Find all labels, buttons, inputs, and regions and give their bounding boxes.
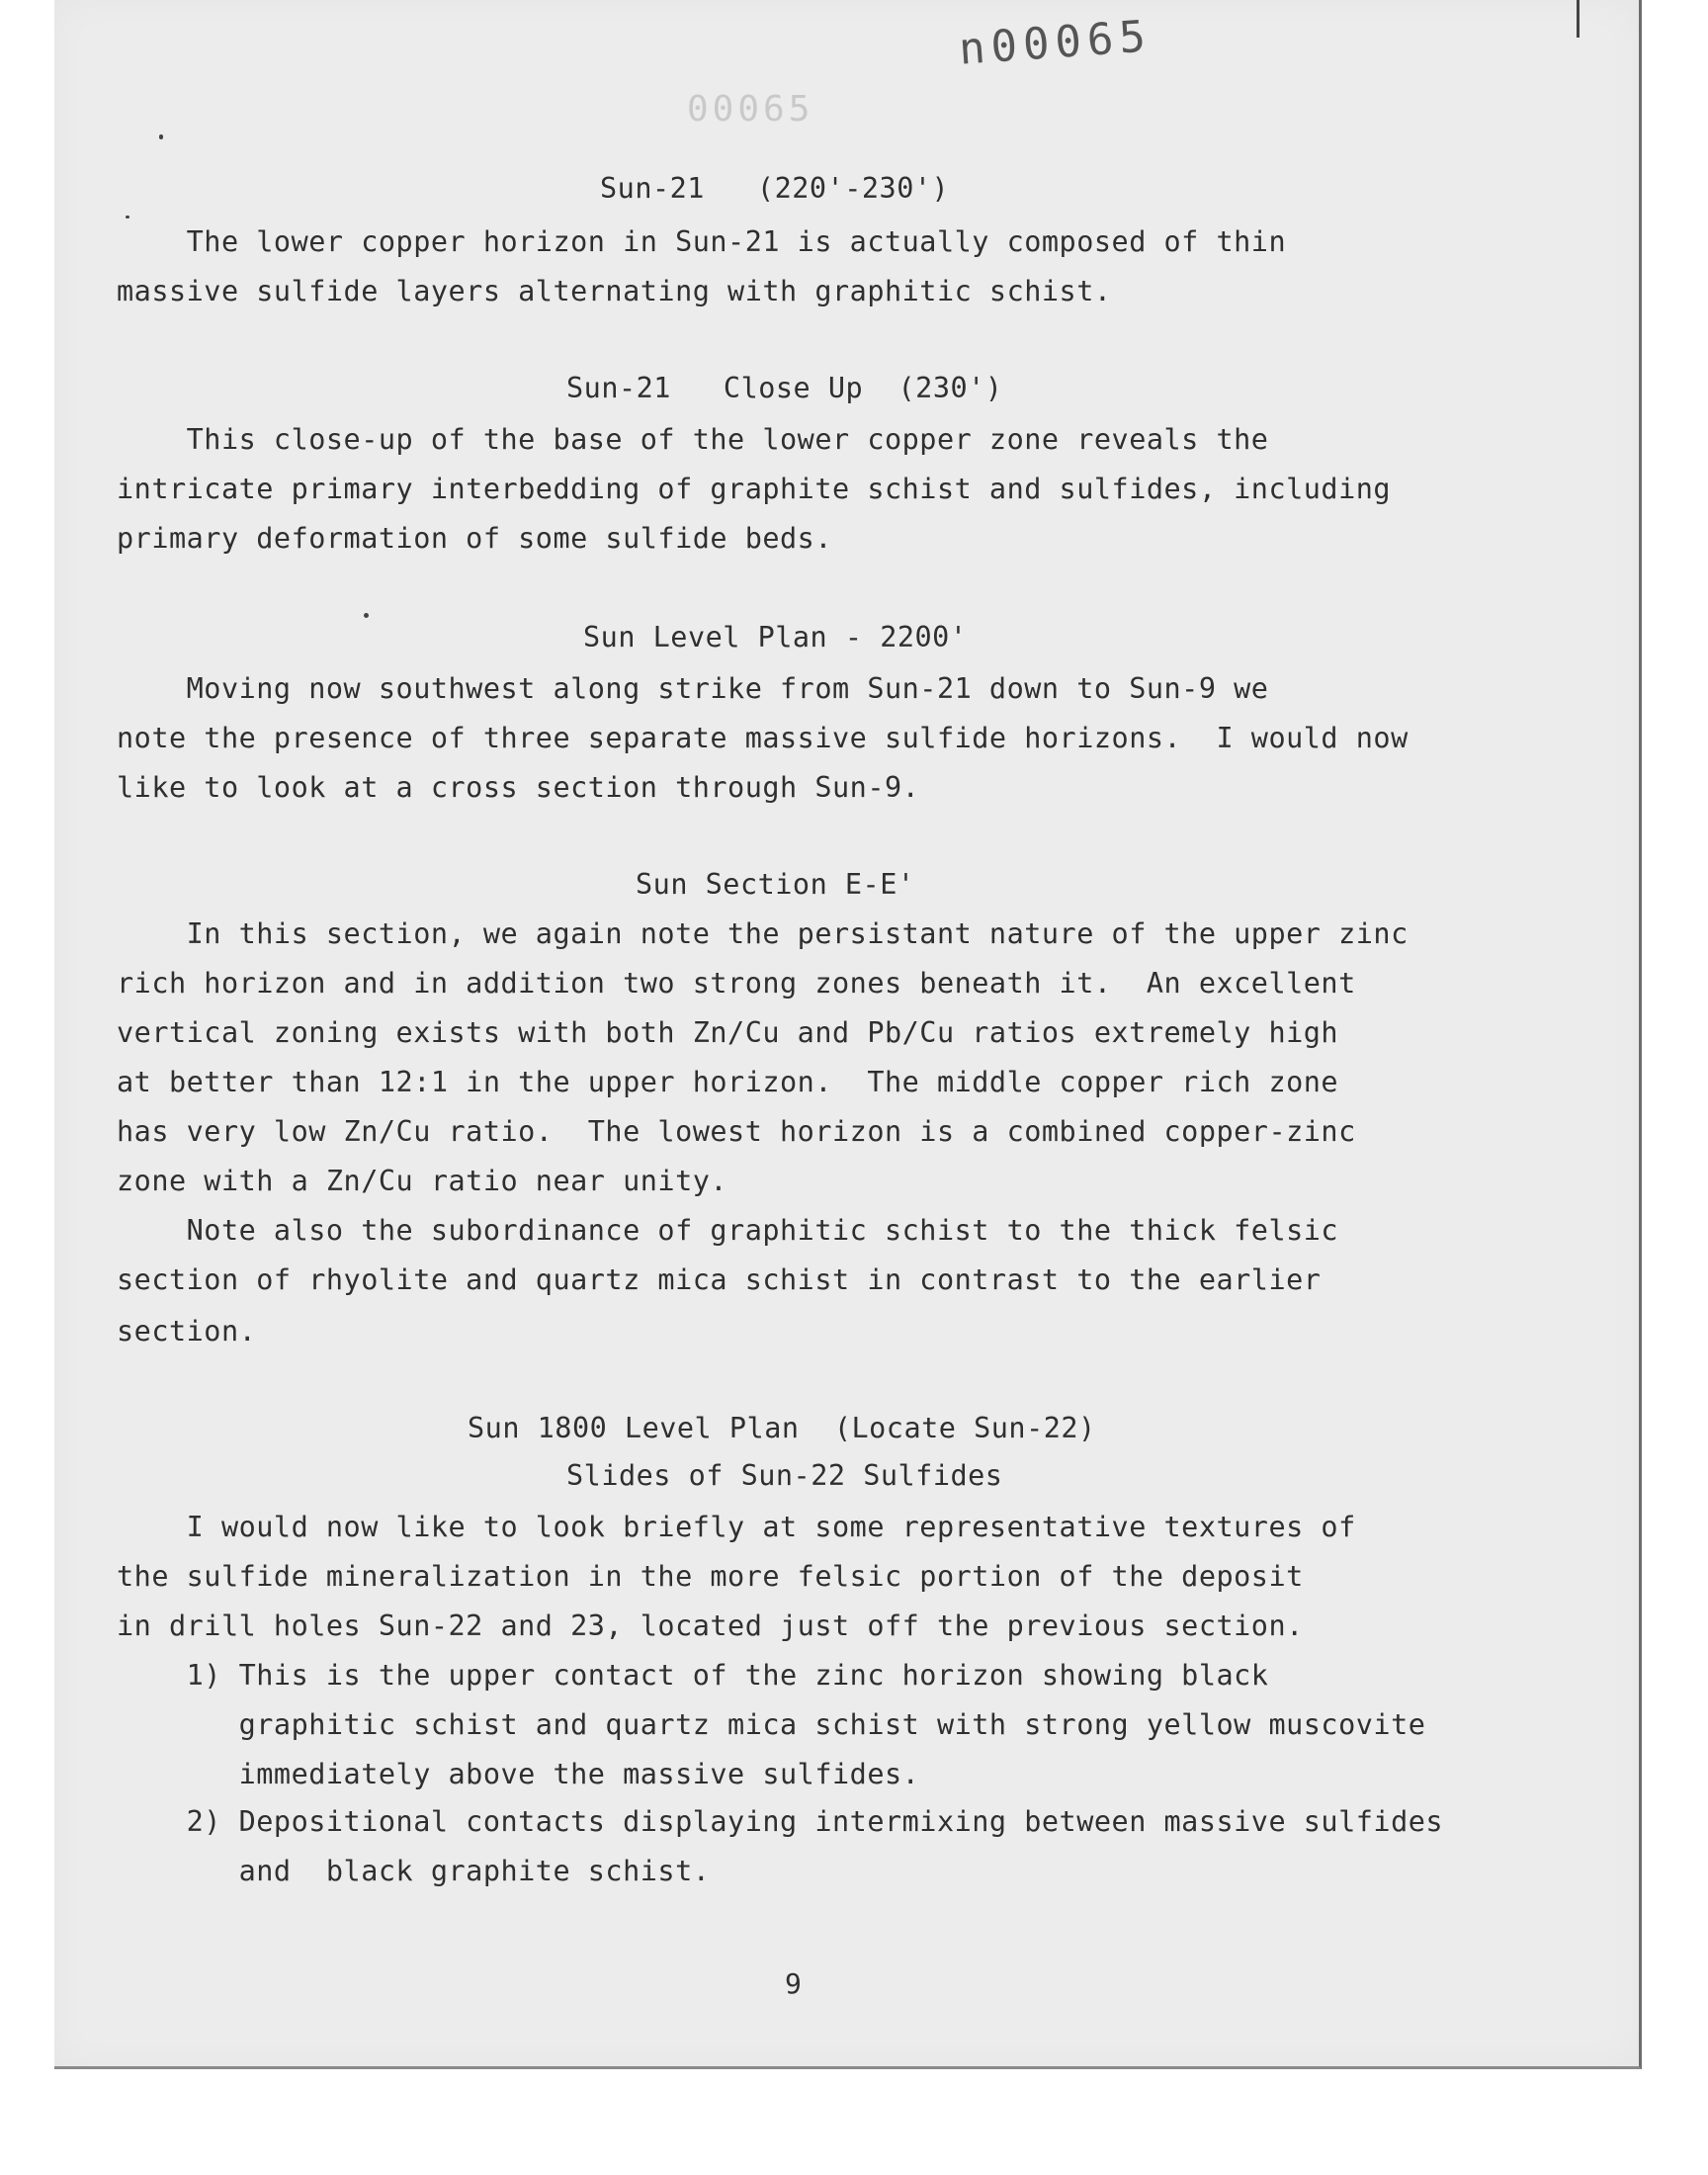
margin-mark	[1577, 0, 1580, 38]
text-line: Moving now southwest along strike from Sun-21 down to Sun-9 we	[117, 672, 1269, 705]
section-heading: Sun 1800 Level Plan (Locate Sun-22)	[468, 1412, 1096, 1444]
section-heading: Sun Section E-E'	[636, 868, 915, 901]
text-line: the sulfide mineralization in the more felsic portion of the deposit	[117, 1560, 1304, 1593]
list-item-line: graphitic schist and quartz mica schist with strong yellow muscovite	[117, 1708, 1426, 1741]
list-item-line: 2) Depositional contacts displaying intermixing between massive sulfides	[117, 1805, 1444, 1838]
text-line: In this section, we again note the persistant nature of the upper zinc	[117, 917, 1409, 950]
text-line: I would now like to look briefly at some representative textures of	[117, 1511, 1356, 1543]
list-item-line: 1) This is the upper contact of the zinc horizon showing black	[117, 1659, 1269, 1692]
text-line: note the presence of three separate massive sulfide horizons. I would now	[117, 722, 1409, 754]
text-line: has very low Zn/Cu ratio. The lowest horizon is a combined copper-zinc	[117, 1115, 1356, 1148]
text-line: zone with a Zn/Cu ratio near unity.	[117, 1165, 728, 1197]
section-heading: Sun-21 (220'-230')	[600, 172, 950, 205]
text-line: Note also the subordinance of graphitic schist to the thick felsic	[117, 1214, 1339, 1247]
bates-stamp: n00065	[957, 11, 1153, 75]
section-heading: Sun Level Plan - 2200'	[583, 621, 968, 653]
text-line: intricate primary interbedding of graphite schist and sulfides, including	[117, 473, 1392, 505]
text-line: primary deformation of some sulfide beds.	[117, 522, 832, 555]
text-line: vertical zoning exists with both Zn/Cu and Pb/Cu ratios extremely high	[117, 1016, 1339, 1049]
page-number: 9	[785, 1967, 803, 2000]
speck	[364, 613, 369, 618]
speck	[126, 216, 129, 218]
text-line: in drill holes Sun-22 and 23, located just off the previous section.	[117, 1610, 1304, 1642]
text-line: at better than 12:1 in the upper horizon. The middle copper rich zone	[117, 1066, 1339, 1098]
list-item-line: immediately above the massive sulfides.	[117, 1758, 920, 1790]
text-line: rich horizon and in addition two strong zones beneath it. An excellent	[117, 967, 1356, 1000]
speck	[159, 134, 163, 139]
list-item-line: and black graphite schist.	[117, 1855, 711, 1887]
section-heading: Sun-21 Close Up (230')	[566, 372, 1003, 404]
text-line: section of rhyolite and quartz mica schist in contrast to the earlier	[117, 1263, 1322, 1296]
text-line: This close-up of the base of the lower copper zone reveals the	[117, 423, 1269, 456]
text-line: like to look at a cross section through Sun-9.	[117, 771, 920, 804]
bleed-through-stamp: 00065	[687, 89, 814, 130]
text-line: The lower copper horizon in Sun-21 is actually composed of thin	[117, 225, 1287, 258]
text-line: massive sulfide layers alternating with graphitic schist.	[117, 275, 1112, 307]
text-line: section.	[117, 1315, 257, 1348]
section-subheading: Slides of Sun-22 Sulfides	[566, 1459, 1003, 1492]
